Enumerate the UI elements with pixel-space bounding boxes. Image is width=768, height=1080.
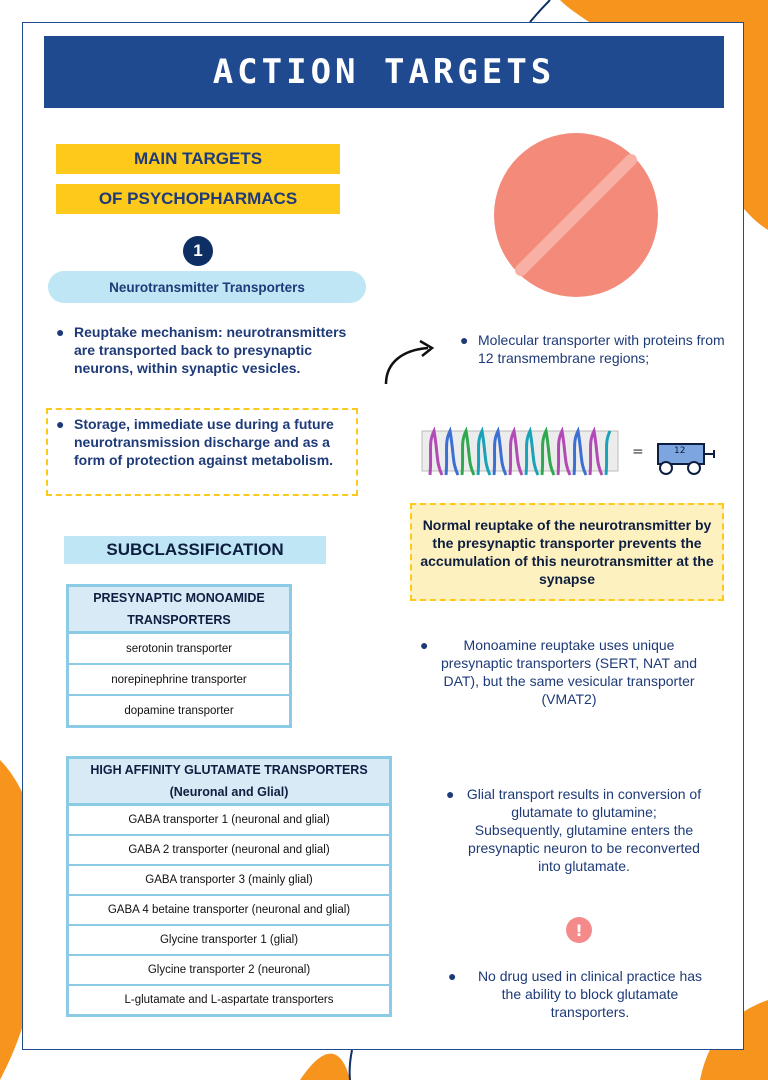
normal-reuptake-note — [410, 503, 724, 601]
reuptake-bullet — [56, 323, 354, 377]
header-line-1: HIGH AFFINITY GLUTAMATE TRANSPORTERS — [90, 763, 368, 777]
no-drug-text-content: No drug used in clinical practice has the ability to block glutamate transporters. — [477, 968, 703, 1020]
transmembrane-protein-icon — [420, 423, 620, 483]
monoamine-text — [420, 636, 704, 708]
bullet-dot: ● — [460, 332, 469, 348]
subclassification-title — [64, 536, 326, 564]
pill-label-text: Neurotransmitter Transporters — [109, 279, 305, 295]
pill-icon — [491, 130, 661, 300]
table-cell: Glycine transporter 1 (glial) — [68, 925, 391, 955]
storage-text: Storage, immediate use during a future neurotransmission discharge and as a form of protection against metabolism. — [74, 416, 334, 468]
table-cell: GABA transporter 3 (mainly glial) — [68, 865, 391, 895]
bullet-dot: ● — [420, 637, 429, 653]
molecular-transporter-text — [460, 331, 734, 367]
main-targets-subbanner — [56, 184, 340, 214]
alert-symbol: ! — [575, 920, 583, 940]
table-cell: L-glutamate and L-aspartate transporters — [68, 985, 391, 1016]
storage-bullet — [56, 415, 352, 469]
table-row — [68, 835, 391, 865]
equals-sign: = — [632, 444, 644, 460]
main-targets-banner — [56, 144, 340, 174]
glial-text-content: Glial transport results in conversion of glutamate to glutamine; Subsequently, glutamine enters the presynaptic neuron to be reconverted into glutamate. — [466, 786, 702, 874]
bullet-dot: ● — [448, 968, 457, 984]
note-text: Normal reuptake of the neurotransmitter by the presynaptic transporter prevents the accumulation of this neurotransmitter at the synapse — [420, 517, 714, 587]
header-line-2: (Neuronal and Glial) — [169, 785, 289, 799]
table-header — [68, 586, 291, 633]
table-header — [68, 758, 391, 805]
alert-icon — [566, 917, 592, 943]
table-cell: norepinephrine transporter — [68, 664, 291, 695]
page-title-text: ACTION TARGETS — [212, 52, 556, 92]
table-cell: GABA transporter 1 (neuronal and glial) — [68, 805, 391, 836]
monoamide-transporters-table — [66, 584, 292, 728]
reuptake-text: Reuptake mechanism: neurotransmitters are transported back to presynaptic neurons, within synaptic vesicles. — [74, 324, 347, 376]
main-targets-line2: OF PSYCHOPHARMACS — [98, 189, 298, 208]
table-row — [68, 805, 391, 836]
table-row — [68, 895, 391, 925]
main-targets-line1: MAIN TARGETS — [133, 149, 263, 168]
table-cell: GABA 2 transporter (neuronal and glial) — [68, 835, 391, 865]
curved-arrow-icon — [380, 338, 440, 388]
bullet-dot: ● — [56, 324, 65, 340]
truck-icon — [654, 440, 720, 476]
glial-transport-text — [446, 785, 702, 875]
section-number: 1 — [193, 241, 203, 260]
bullet-dot: ● — [56, 416, 65, 432]
table-header-row — [68, 758, 391, 805]
molecular-text: Molecular transporter with proteins from 12 transmembrane regions; — [478, 332, 725, 366]
subclassification-title-text: SUBCLASSIFICATION — [106, 540, 284, 559]
header-line-2: TRANSPORTERS — [127, 613, 231, 627]
section-number-badge — [183, 236, 213, 266]
table-row — [68, 865, 391, 895]
glutamate-transporters-table — [66, 756, 392, 1017]
table-row — [68, 985, 391, 1016]
table-cell: dopamine transporter — [68, 695, 291, 727]
table-cell: GABA 4 betaine transporter (neuronal and glial) — [68, 895, 391, 925]
table-row — [68, 925, 391, 955]
table-row — [68, 695, 291, 727]
table-cell: Glycine transporter 2 (neuronal) — [68, 955, 391, 985]
table-cell: serotonin transporter — [68, 633, 291, 665]
header-line-1: PRESYNAPTIC MONOAMIDE — [93, 591, 265, 605]
no-drug-text — [448, 967, 712, 1021]
neurotransmitter-transporters-label — [48, 271, 366, 303]
table-header-row — [68, 586, 291, 633]
table-row — [68, 664, 291, 695]
page-title — [44, 36, 724, 108]
table-row — [68, 633, 291, 665]
bullet-dot: ● — [446, 786, 455, 802]
table-row — [68, 955, 391, 985]
monoamine-text-content: Monoamine reuptake uses unique presynaptic transporters (SERT, NAT and DAT), but the same vesicular transporter (VMAT2) — [441, 637, 697, 707]
truck-label: 12 — [674, 446, 686, 456]
